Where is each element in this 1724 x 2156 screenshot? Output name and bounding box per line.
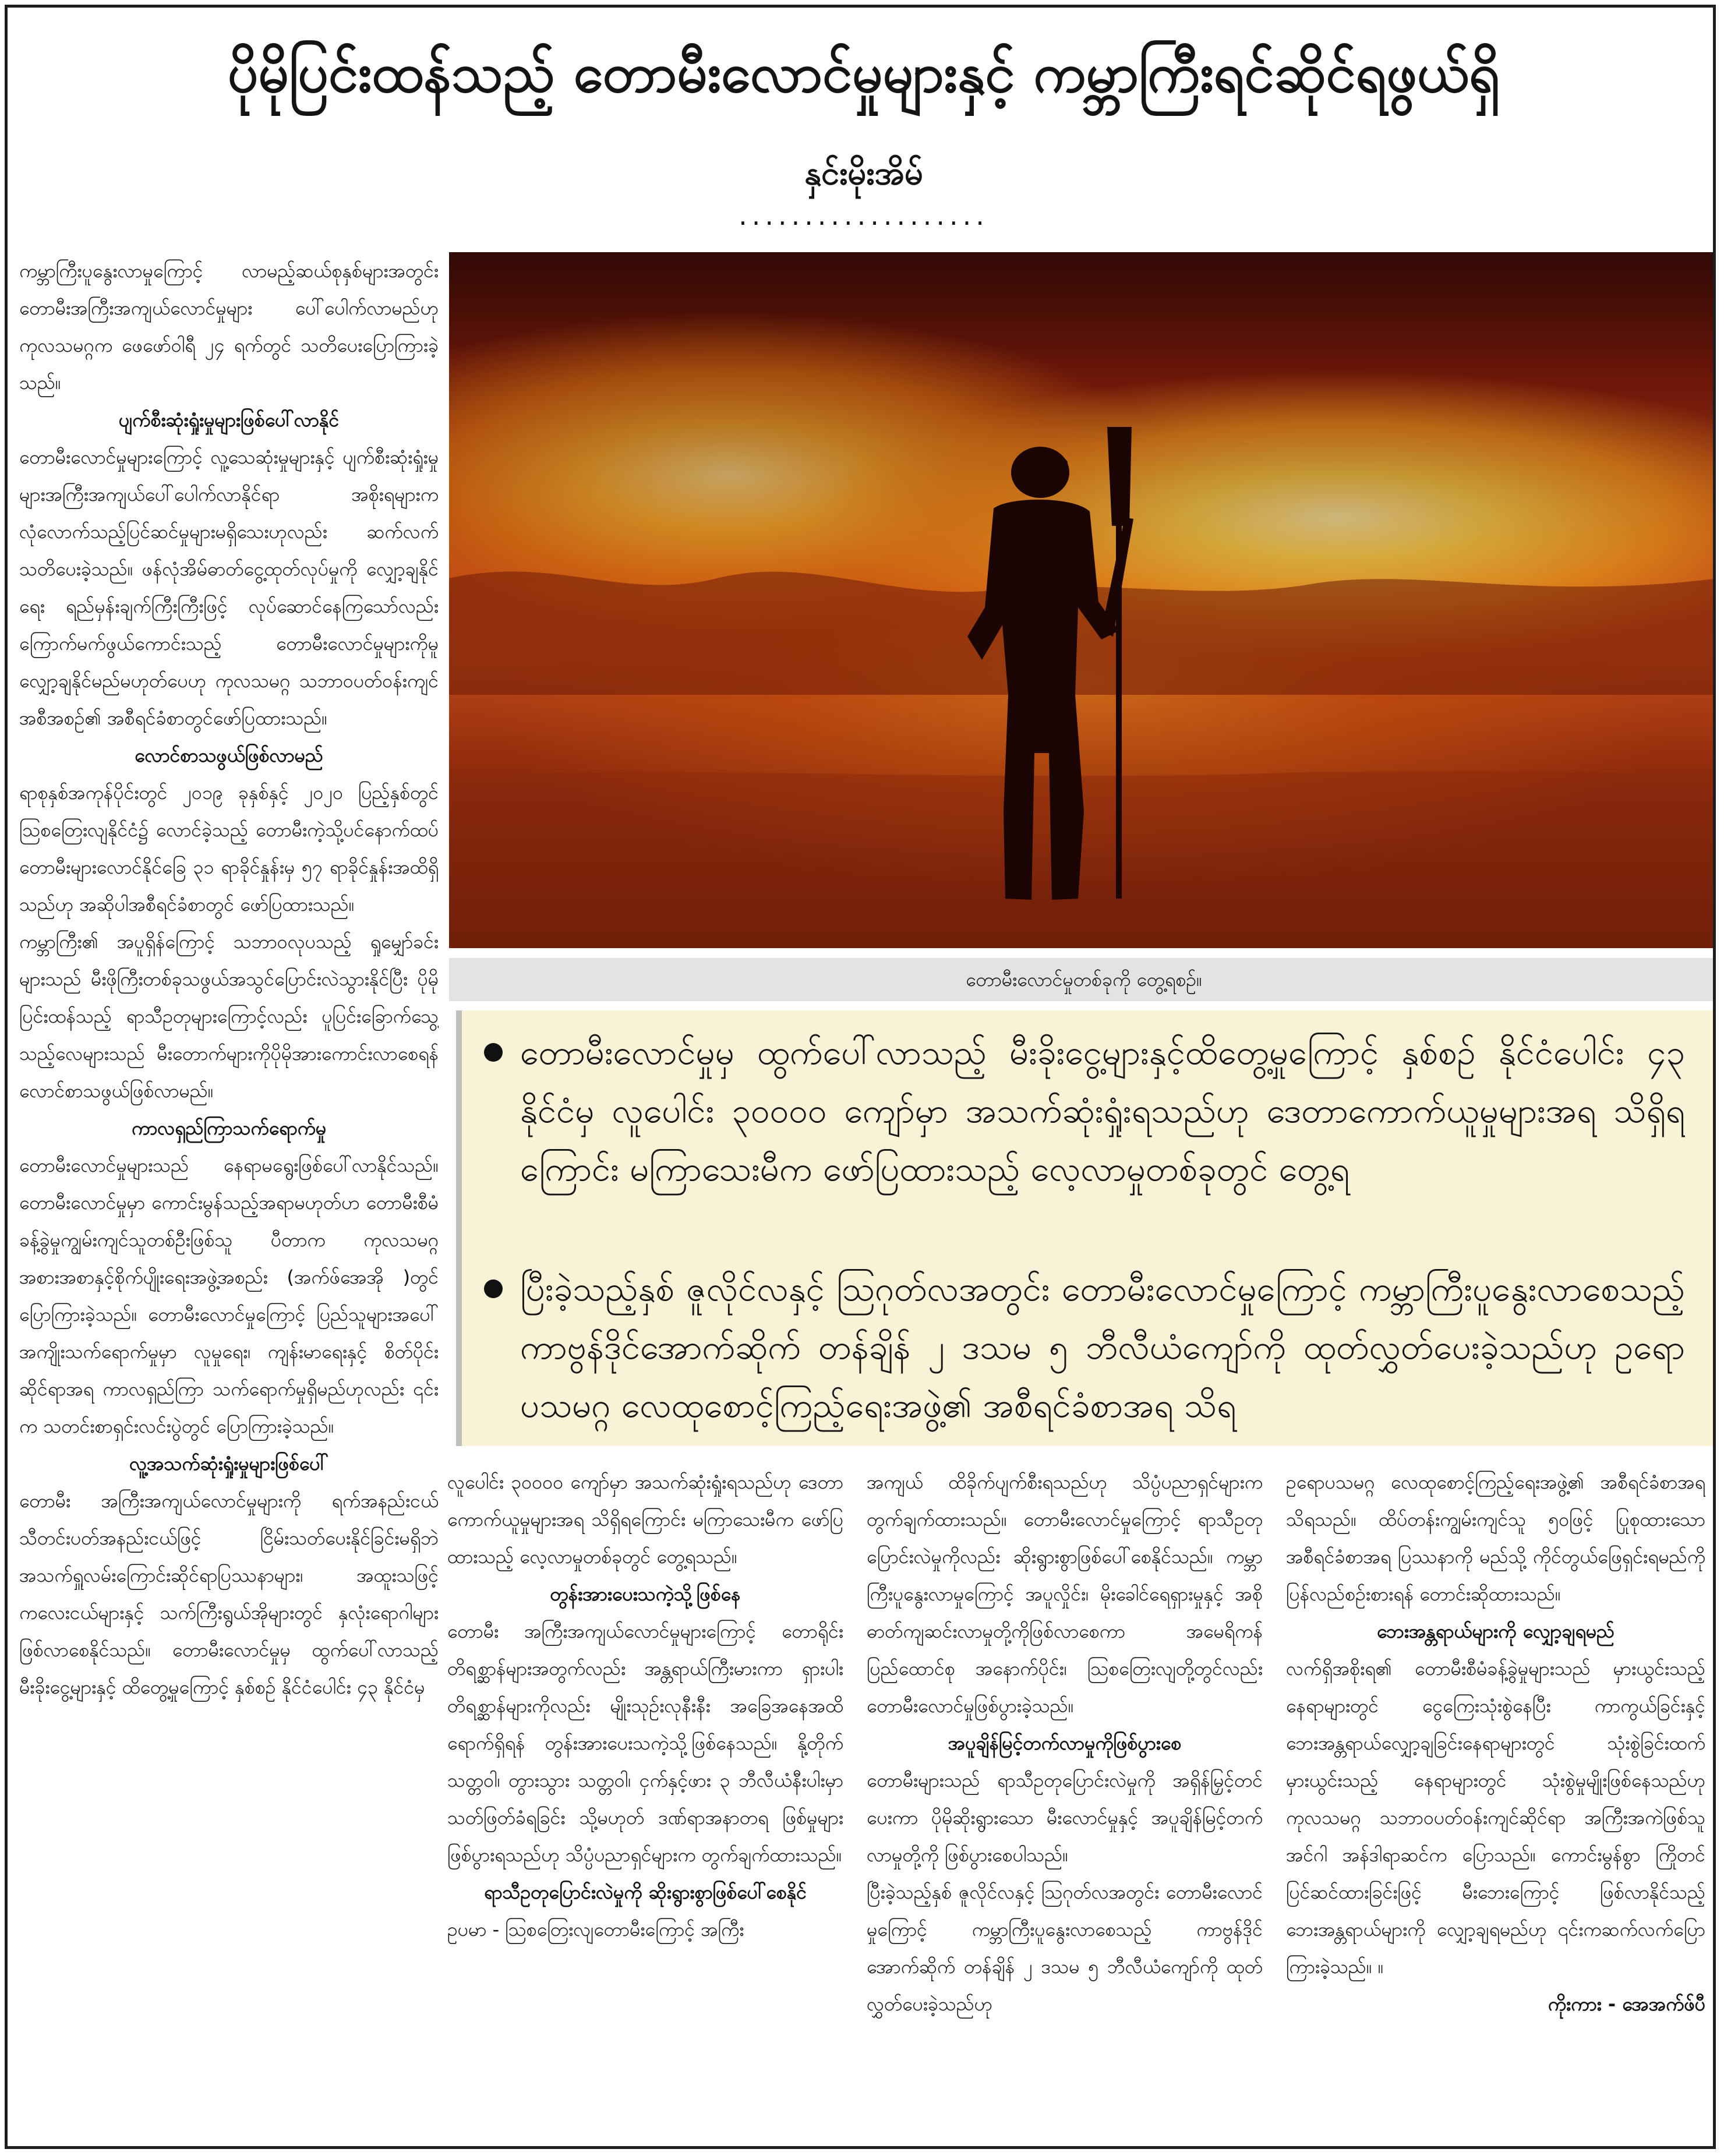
article-paragraph: တောမီး အကြီးအကျယ်လောင်မှုများကို ရက်အနည်းငယ် သီတင်းပတ်အနည်းငယ်ဖြင့် ငြိမ်းသတ်ပေးနိုင်ခြင်းမရှိဘဲ အသက်ရှူလမ်းကြောင်းဆိုင်ရာပြဿနာများ၊ အထူးသဖြင့် ကလေးငယ်များနှင့် သက်ကြီးရွယ်အိုများတွင် နှလုံးရောဂါများဖြစ်လာစေနိုင်သည်။ တောမီးလောင်မှုမှ ထွက်ပေါ်လာသည့် မီးခိုးငွေ့များနှင့် ထိတွေ့မှုကြောင့် နှစ်စဉ် နိုင်ငံပေါင်း ၄၃ နိုင်ငံမှ (19, 1490, 439, 1698)
section-heading: အပူချိန်မြင့်တက်လာမှုကိုဖြစ်ပွားစေ (948, 1732, 1182, 1754)
section-heading: တွန်းအားပေးသကဲ့သို့ဖြစ်နေ (550, 1583, 741, 1605)
highlight-item: တောမီးလောင်မှုမှ ထွက်ပေါ်လာသည့် မီးခိုးငွေ့များနှင့်ထိတွေ့မှုကြောင့် နှစ်စဉ် နိုင်ငံပေါင်း ၄၃ နိုင်ငံမှ လူပေါင်း ၃၀၀၀၀ ကျော်မှာ အသက်ဆုံးရှုံးရသည်ဟု ဒေတာကောက်ယူမှုများအရ သိရှိရကြောင်း မကြာသေးမီက ဖော်ပြထားသည့် လေ့လာမှုတစ်ခုတွင် တွေ့ရ (520, 1033, 1685, 1189)
article-paragraph: လူပေါင်း ၃၀၀၀၀ ကျော်မှာ အသက်ဆုံးရှုံးရသည်ဟု ဒေတာကောက်ယူမှုများအရ သိရှိရကြောင်း မကြာသေးမီက ဖော်ပြထားသည့် လေ့လာမှုတစ်ခုတွင် တွေ့ရသည်။ (447, 1471, 843, 1568)
article-paragraph: တောမီး အကြီးအကျယ်လောင်မှုများကြောင့် တောရိုင်းတိရစ္ဆာန်များအတွက်လည်း အန္တရာယ်ကြီးမားကာ ရှားပါးတိရစ္ဆာန်များကိုလည်း မျိုးသုဉ်းလုနီးနီး အခြေအနေအထိ ရောက်ရှိရန် တွန်းအားပေးသကဲ့သို့ဖြစ်နေသည်။ နို့တိုက်သတ္တဝါ၊ တွားသွား သတ္တဝါ၊ ငှက်နှင့်ဖား ၃ ဘီလီယံနီးပါးမှာ သတ်ဖြတ်ခံရခြင်း သို့မဟုတ် ဒဏ်ရာအနာတရ ဖြစ်မှုများ ဖြစ်ပွားရသည်ဟု သိပ္ပံပညာရှင်များက တွက်ချက်ထားသည်။ (447, 1620, 843, 1866)
section-heading: လူ့အသက်ဆုံးရှုံးမှုများဖြစ်ပေါ် (129, 1452, 328, 1475)
article-column-4 (1286, 1464, 1705, 2145)
photo-caption: တောမီးလောင်မှုတစ်ခုကို တွေ့ရစဉ်။ (449, 958, 1716, 1001)
firefighter-silhouette-icon (449, 252, 1716, 948)
section-heading: ဘေးအန္တရာယ်များကို လျှော့ချရမည် (1376, 1620, 1615, 1642)
highlight-box (456, 1010, 1714, 1446)
article-paragraph: ဥပမာ - ဩစတြေးလျတောမီးကြောင့် အကြီး (447, 1918, 744, 1941)
article-paragraph: ကမ္ဘာကြီးပူနွေးလာမှုကြောင့် လာမည့်ဆယ်စုနှစ်များအတွင်း တောမီးအကြီးအကျယ်လောင်မှုများ ပေါ်ပေါက်လာမည်ဟု ကုလသမဂ္ဂက ဖေဖော်ဝါရီ ၂၄ ရက်တွင် သတိပေးပြောကြားခဲ့သည်။ (19, 260, 439, 394)
headline: ပိုမိုပြင်းထန်သည့် တောမီးလောင်မှုများနှင့် ကမ္ဘာကြီးရင်ဆိုင်ရဖွယ်ရှိ (227, 42, 1500, 104)
article-paragraph: ပြီးခဲ့သည့်နှစ် ဇူလိုင်လနှင့် ဩဂုတ်လအတွင်း တောမီးလောင်မှုကြောင့် ကမ္ဘာကြီးပူနွေးလာစေသည့် ကာဗွန်ဒိုင်အောက်ဆိုက် တန်ချိန် ၂ ဒသမ ၅ ဘီလီယံကျော်ကို ထုတ်လွှတ်ပေးခဲ့သည်ဟု (867, 1881, 1263, 2015)
source-credit: ကိုးကား - အေအက်ဖ်ပီ (1548, 1993, 1705, 2015)
article-paragraph: တောမီးများသည် ရာသီဥတုပြောင်းလဲမှုကို အရှိန်မြှင့်တင်ပေးကာ ပိုမိုဆိုးရွားသော မီးလောင်မှုနှင့် အပူချိန်မြင့်တက်လာမှုတို့ကို ဖြစ်ပွားစေပါသည်။ (867, 1769, 1263, 1866)
article-column-1 (19, 252, 439, 2145)
highlight-item: ပြီးခဲ့သည့်နှစ် ဇူလိုင်လနှင့် ဩဂုတ်လအတွင်း တောမီးလောင်မှုကြောင့် ကမ္ဘာကြီးပူနွေးလာစေသည့် ကာဗွန်ဒိုင်အောက်ဆိုက် တန်ချိန် ၂ ဒသမ ၅ ဘီလီယံကျော်ကို ထုတ်လွှတ်ပေးခဲ့သည်ဟု ဥရောပသမဂ္ဂ လေထုစောင့်ကြည့်ရေးအဖွဲ့၏ အစီရင်ခံစာအရ သိရ (520, 1269, 1685, 1425)
article-paragraph: အကျယ် ထိခိုက်ပျက်စီးရသည်ဟု သိပ္ပံပညာရှင်များက တွက်ချက်ထားသည်။ တောမီးလောင်မှုကြောင့် ရာသီဥတုပြောင်းလဲမှုကိုလည်း ဆိုးရွားစွာဖြစ်ပေါ်စေနိုင်သည်။ ကမ္ဘာကြီးပူနွေးလာမှုကြောင့် အပူလှိုင်း၊ မိုးခေါင်ရေရှားမှုနှင့် အစိုဓာတ်ကျဆင်းလာမှုတို့ကိုဖြစ်လာစေကာ အမေရိကန်ပြည်ထောင်စု အနောက်ပိုင်း၊ ဩစတြေးလျတို့တွင်လည်း တောမီးလောင်မှုဖြစ်ပွားခဲ့သည်။ (867, 1471, 1263, 1717)
article-paragraph: လက်ရှိအစိုးရ၏ တောမီးစီမံခန့်ခွဲမှုများသည် မှားယွင်းသည့်နေရာများတွင် ငွေကြေးသုံးစွဲနေပြီး ကာကွယ်ခြင်းနှင့် ဘေးအန္တရာယ်လျှော့ချခြင်းနေရာများတွင် သုံးစွဲခြင်းထက် မှားယွင်းသည့် နေရာများတွင် သုံးစွဲမှုမျိုးဖြစ်နေသည်ဟု ကုလသမဂ္ဂ သဘာဝပတ်ဝန်းကျင်ဆိုင်ရာ အကြီးအကဲဖြစ်သူ အင်ဂါ အန်ဒါရာဆင်က ပြောသည်။ ကောင်းမွန်စွာ ကြိုတင်ပြင်ဆင်ထားခြင်းဖြင့် မီးဘေးကြောင့် ဖြစ်လာနိုင်သည့် ဘေးအန္တရာယ်များကို လျှော့ချရမည်ဟု ၎င်းကဆက်လက်ပြောကြားခဲ့သည်။ ။ (1286, 1657, 1705, 1978)
article-paragraph: တောမီးလောင်မှုများသည် နေရာမရွေးဖြစ်ပေါ်လာနိုင်သည်။ တောမီးလောင်မှုမှာ ကောင်းမွန်သည့်အရာမဟုတ်ပာ တောမီးစီမံခန့်ခွဲမှုကျွမ်းကျင်သူတစ်ဦးဖြစ်သူ ပီတာက ကုလသမဂ္ဂ အစားအစာနှင့်စိုက်ပျိုးရေးအဖွဲ့အစည်း (အက်ဖ်အေအို )တွင် ပြောကြားခဲ့သည်။ တောမီးလောင်မှုကြောင့် ပြည်သူများအပေါ် အကျိုးသက်ရောက်မှုမှာ လူမှုရေး၊ ကျန်းမာရေးနှင့် စိတ်ပိုင်းဆိုင်ရာအရ ကာလရှည်ကြာ သက်ရောက်မှုရှိမည်ဟုလည်း ၎င်းက သတင်းစာရှင်းလင်းပွဲတွင် ပြောကြားခဲ့သည်။ (19, 1154, 439, 1437)
article-paragraph: ရာစုနှစ်အကုန်ပိုင်းတွင် ၂၀၁၉ ခုနှစ်နှင့် ၂၀၂၀ ပြည့်နှစ်တွင် ဩစတြေးလျနိုင်ငံ၌ လောင်ခဲ့သည့် တောမီးကဲ့သို့ပင်နောက်ထပ်တောမီးများလောင်နိုင်ခြေ ၃၁ ရာခိုင်နှုန်းမှ ၅၇ ရာခိုင်နှုန်းအထိရှိသည်ဟု အဆိုပါအစီရင်ခံစာတွင် ဖော်ပြထားသည်။ (19, 782, 439, 916)
bullet-icon (484, 1043, 503, 1062)
section-heading: ရာသီဥတုပြောင်းလဲမှုကို ဆိုးရွားစွာဖြစ်ပေါ်စေနိုင် (483, 1881, 807, 1903)
section-heading: လောင်စာသဖွယ်ဖြစ်လာမည် (135, 744, 323, 766)
section-heading: ပျက်စီးဆုံးရှုံးမှုများဖြစ်ပေါ်လာနိုင် (118, 409, 340, 431)
byline: နှင်းမိုးအိမ် (804, 154, 923, 192)
article-column-3 (867, 1464, 1263, 2145)
firefighter-fire-photo (449, 252, 1716, 948)
newspaper-page (5, 5, 1716, 2149)
article-paragraph: တောမီးလောင်မှုများကြောင့် လူ့သေဆုံးမှုများနှင့် ပျက်စီးဆုံးရှုံးမှုများအကြီးအကျယ်ပေါ်ပေါက်လာနိုင်ရာ အစိုးရများက လုံလောက်သည့်ပြင်ဆင်မှုများမရှိသေးဟုလည်း ဆက်လက်သတိပေးခဲ့သည်။ ဖန်လုံအိမ်ဓာတ်ငွေ့ထုတ်လုပ်မှုကို လျှော့ချနိုင်ရေး ရည်မှန်းချက်ကြီးကြီးဖြင့် လုပ်ဆောင်နေကြသော်လည်း ကြောက်မက်ဖွယ်ကောင်းသည့် တောမီးလောင်မှုများကိုမူ လျှော့ချနိုင်မည်မဟုတ်ပေဟု ကုလသမဂ္ဂ သဘာဝပတ်ဝန်းကျင် အစီအစဉ်၏ အစီရင်ခံစာတွင်ဖော်ပြထားသည်။ (19, 446, 439, 729)
article-paragraph: ဥရောပသမဂ္ဂ လေထုစောင့်ကြည့်ရေးအဖွဲ့၏ အစီရင်ခံစာအရ သိရသည်။ ထိပ်တန်းကျွမ်းကျင်သူ ၅၀ဖြင့် ပြုစုထားသော အစီရင်ခံစာအရ ပြဿနာကို မည်သို့ ကိုင်တွယ်ဖြေရှင်းရမည်ကို ပြန်လည်စဉ်းစားရန် တောင်းဆိုထားသည်။ (1286, 1471, 1705, 1605)
byline-divider: ................... (739, 200, 989, 231)
article-paragraph: ကမ္ဘာကြီး၏ အပူရှိန်ကြောင့် သဘာဝလုပသည့် ရှုမျှော်ခင်းများသည် မီးဖိုကြီးတစ်ခုသဖွယ်အသွင်ပြောင်းလဲသွားနိုင်ပြီး ပိုမိုပြင်းထန်သည့် ရာသီဥတုများကြောင့်လည်း ပူပြင်းခြောက်သွေ့သည့်လေများသည် မီးတောက်များကိုပိုမိုအားကောင်းလာစေရန် လောင်စာသဖွယ်ဖြစ်လာမည်။ (19, 931, 439, 1102)
article-column-2 (447, 1464, 843, 2145)
bullet-icon (484, 1280, 503, 1298)
section-heading: ကာလရှည်ကြာသက်ရောက်မှု (131, 1117, 327, 1139)
